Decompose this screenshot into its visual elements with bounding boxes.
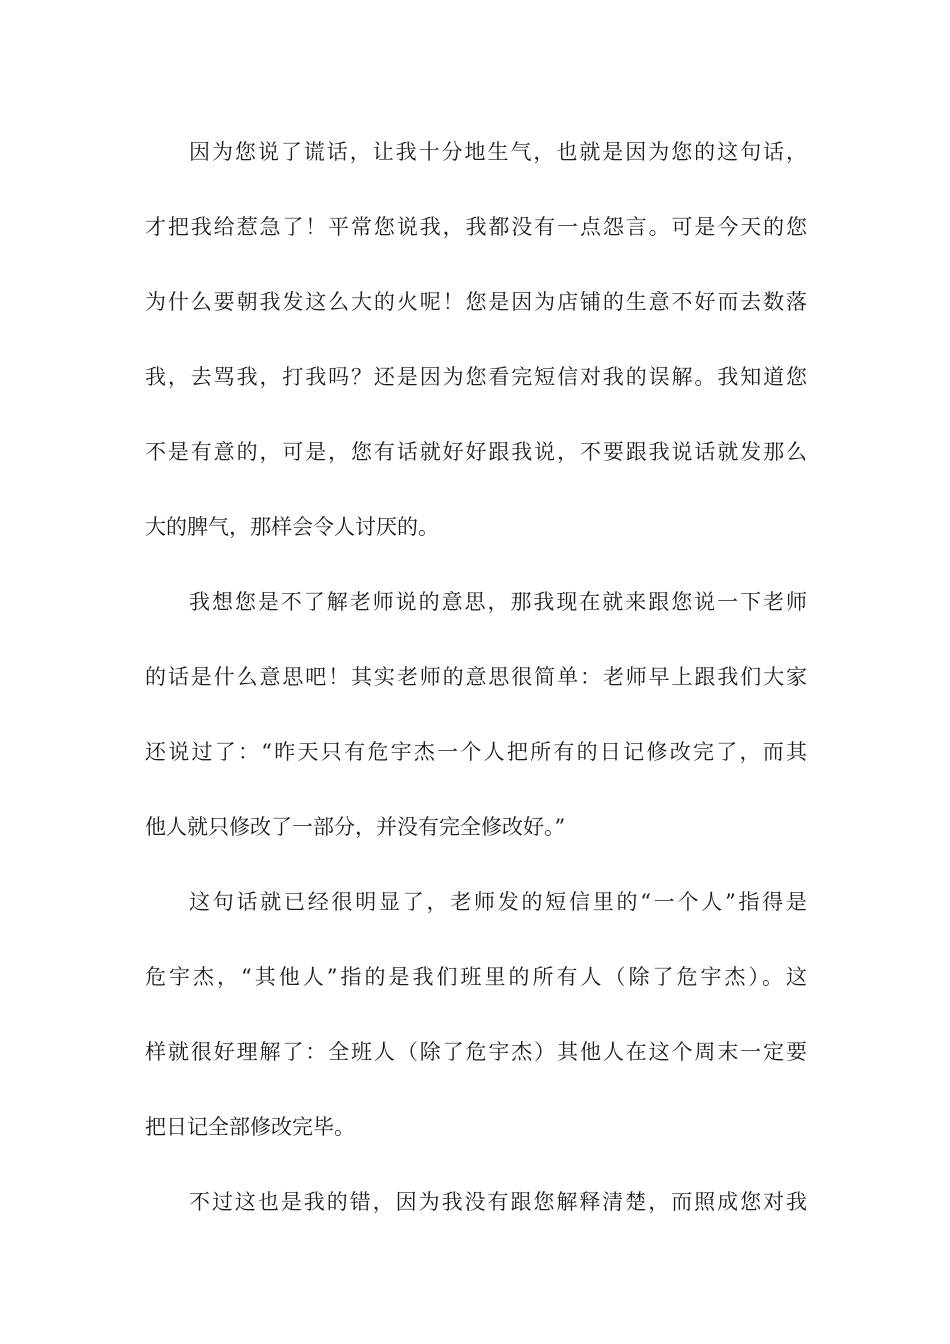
paragraph-3-line-4: 把日记全部修改完毕。 [145, 1115, 355, 1139]
paragraph-3-line-1: 这句话就已经很明显了，老师发的短信里的“一个人”指得是 [189, 890, 807, 914]
paragraph-1-line-5: 不是有意的，可是，您有话就好好跟我说，不要跟我说话就发那么 [145, 440, 807, 464]
paragraph-1-line-3: 为什么要朝我发这么大的火呢！您是因为店铺的生意不好而去数落 [145, 290, 807, 314]
paragraph-2-line-3: 还说过了：“昨天只有危宇杰一个人把所有的日记修改完了，而其 [145, 740, 807, 764]
paragraph-2-line-1: 我想您是不了解老师说的意思，那我现在就来跟您说一下老师 [189, 590, 807, 614]
paragraph-1-line-4: 我，去骂我，打我吗？还是因为您看完短信对我的误解。我知道您 [145, 365, 807, 389]
paragraph-2-line-2: 的话是什么意思吧！其实老师的意思很简单：老师早上跟我们大家 [145, 665, 807, 689]
paragraph-1-line-1: 因为您说了谎话，让我十分地生气，也就是因为您的这句话， [189, 140, 807, 164]
paragraph-3-line-3: 样就很好理解了：全班人（除了危宇杰）其他人在这个周末一定要 [145, 1040, 807, 1064]
paragraph-3-line-2: 危宇杰，“其他人”指的是我们班里的所有人（除了危宇杰）。这 [145, 965, 807, 989]
paragraph-1-line-6: 大的脾气，那样会令人讨厌的。 [145, 515, 439, 539]
paragraph-1-line-2: 才把我给惹急了！平常您说我，我都没有一点怨言。可是今天的您 [145, 215, 807, 239]
paragraph-2-line-4: 他人就只修改了一部分，并没有完全修改好。” [145, 815, 566, 839]
document-body [145, 128, 807, 1253]
paragraph-4-line-1: 不过这也是我的错，因为我没有跟您解释清楚，而照成您对我 [189, 1190, 807, 1214]
